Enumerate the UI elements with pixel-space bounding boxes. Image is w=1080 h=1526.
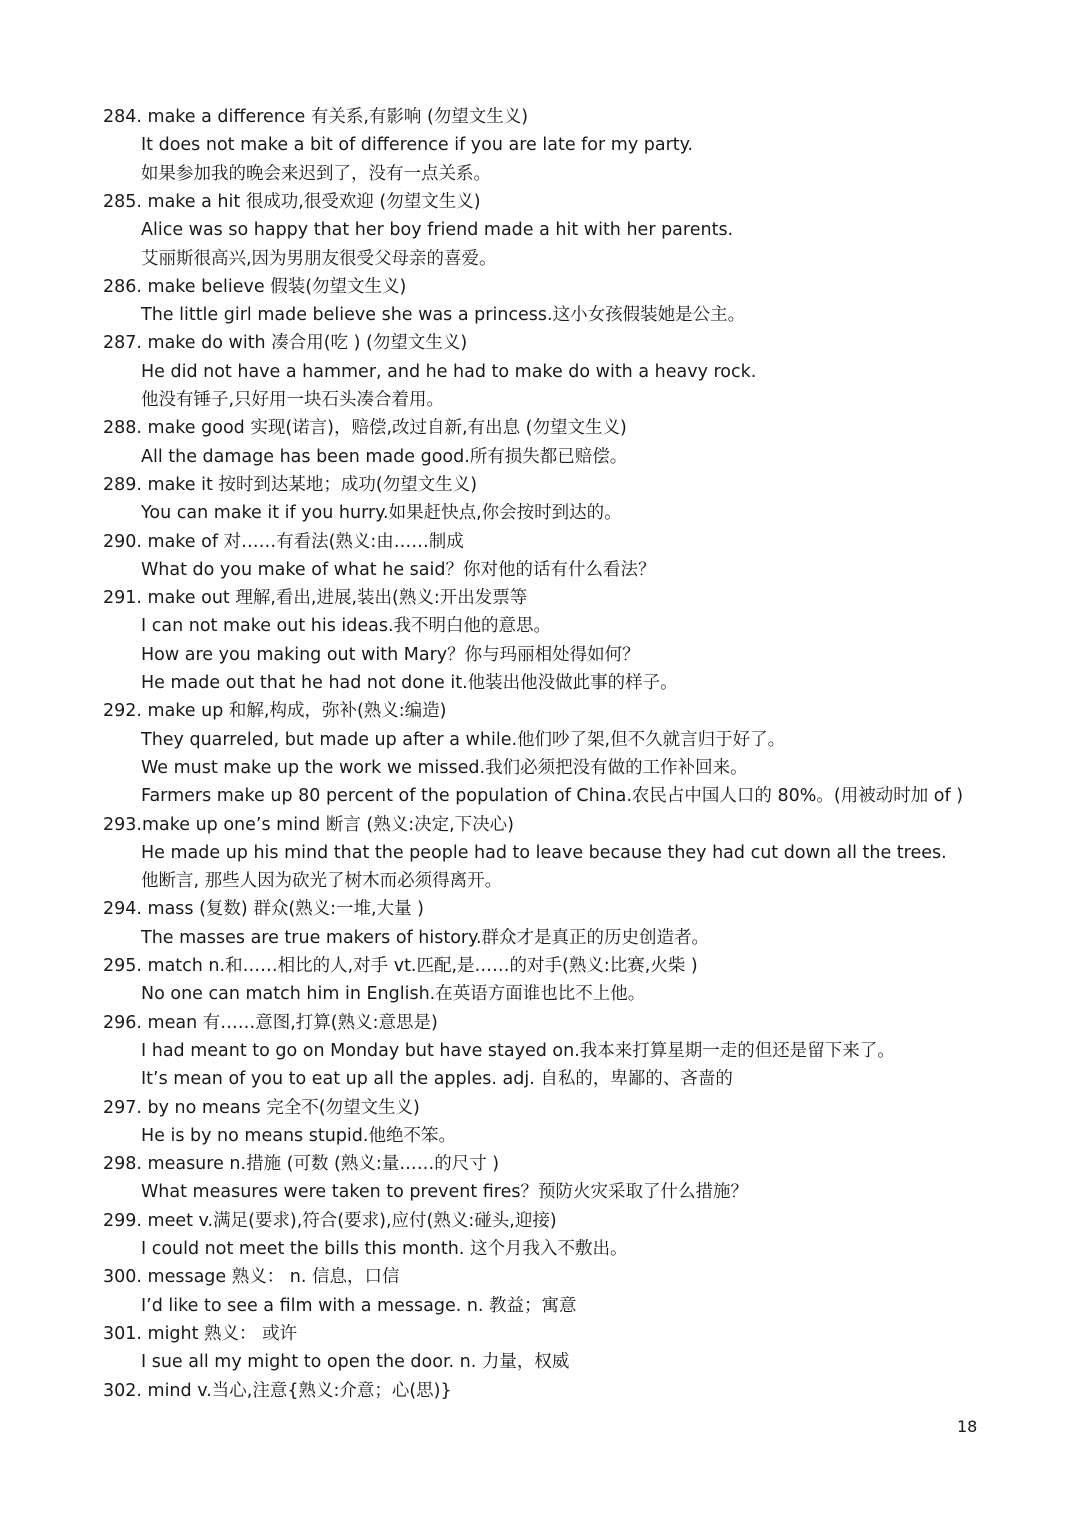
entry-heading: 287. make do with 凑合用(吃 ) (勿望文生义) — [103, 333, 468, 354]
entry-example: He made up his mind that the people had to leave because they had cut down all the trees. — [141, 842, 947, 863]
entry-example: The little girl made believe she was a princess.这小女孩假装她是公主。 — [141, 305, 746, 326]
entry-heading: 289. make it 按时到达某地；成功(勿望文生义) — [103, 474, 478, 495]
entry-heading: 301. might 熟义： 或许 — [103, 1323, 298, 1344]
entry-example: I can not make out his ideas.我不明白他的意思。 — [141, 616, 552, 637]
entry-heading: 298. measure n.措施 (可数 (熟义:量……的尺寸 ) — [103, 1154, 500, 1175]
entry-heading: 293.make up one’s mind 断言 (熟义:决定,下决心) — [103, 814, 514, 835]
entry-example: I’d like to see a film with a message. n. 教益；寓意 — [141, 1295, 577, 1316]
entry-heading: 291. make out 理解,看出,进展,装出(熟义:开出发票等 — [103, 588, 528, 609]
entry-heading: 292. make up 和解,构成，弥补(熟义:编造) — [103, 701, 447, 722]
entry-example: 他断言, 那些人因为砍光了树木而必须得离开。 — [141, 871, 503, 892]
entry-heading: 296. mean 有……意图,打算(熟义:意思是) — [103, 1012, 438, 1033]
entry-example: Farmers make up 80 percent of the population of China.农民占中国人口的 80%。(用被动时加 of ) — [141, 786, 964, 807]
entry-example: It’s mean of you to eat up all the apples. adj. 自私的，卑鄙的、吝啬的 — [141, 1069, 733, 1090]
entry-example: What do you make of what he said？你对他的话有什么看法？ — [141, 559, 656, 580]
entry-example: No one can match him in English.在英语方面谁也比不上他。 — [141, 984, 646, 1005]
entry-example: They quarreled, but made up after a while.他们吵了架,但不久就言归于好了。 — [141, 729, 786, 750]
entry-example: What measures were taken to prevent fires？预防火灾采取了什么措施？ — [141, 1182, 748, 1203]
entry-example: The masses are true makers of history.群众才是真正的历史创造者。 — [141, 927, 710, 948]
entry-example: It does not make a bit of difference if you are late for my party. — [141, 135, 694, 156]
entry-example: He made out that he had not done it.他装出他没做此事的样子。 — [141, 673, 678, 693]
entry-heading: 300. message 熟义： n. 信息，口信 — [103, 1267, 400, 1288]
entry-example: He did not have a hammer, and he had to make do with a heavy rock. — [141, 361, 757, 382]
entry-heading: 299. meet v.满足(要求),符合(要求),应付(熟义:碰头,迎接) — [103, 1210, 557, 1231]
entry-example: He is by no means stupid.他绝不笨。 — [141, 1125, 456, 1146]
entry-heading: 297. by no means 完全不(勿望文生义) — [103, 1097, 420, 1118]
entry-heading: 290. make of 对……有看法(熟义:由……制成 — [103, 531, 464, 552]
entry-example: I had meant to go on Monday but have stayed on.我本来打算星期一走的但还是留下来了。 — [141, 1040, 895, 1061]
entry-heading: 294. mass (复数) 群众(熟义:一堆,大量 ) — [103, 899, 424, 920]
entry-example: I could not meet the bills this month. 这个月我入不敷出。 — [141, 1239, 628, 1259]
entry-example: 艾丽斯很高兴,因为男朋友很受父母亲的喜爱。 — [141, 248, 497, 269]
entry-example: You can make it if you hurry.如果赶快点,你会按时到达的。 — [141, 503, 622, 524]
entry-heading: 284. make a difference 有关系,有影响 (勿望文生义) — [103, 107, 529, 127]
entry-heading: 285. make a hit 很成功,很受欢迎 (勿望文生义) — [103, 191, 481, 212]
entry-example: We must make up the work we missed.我们必须把没有做的工作补回来。 — [141, 757, 748, 778]
entry-heading: 295. match n.和……相比的人,对手 vt.匹配,是……的对手(熟义:比赛,火柴 ) — [103, 956, 698, 976]
entry-example: 他没有锤子,只好用一块石头凑合着用。 — [141, 390, 445, 410]
entry-example: How are you making out with Mary？你与玛丽相处得如何？ — [141, 644, 640, 665]
entry-heading: 302. mind v.当心,注意{熟义:介意；心(思)} — [103, 1380, 452, 1401]
entry-example: Alice was so happy that her boy friend made a hit with her parents. — [141, 220, 734, 241]
entry-example: All the damage has been made good.所有损失都已赔偿。 — [141, 446, 628, 467]
entry-example: I sue all my might to open the door. n. 力量，权威 — [141, 1352, 570, 1373]
entry-heading: 286. make believe 假装(勿望文生义) — [103, 276, 407, 297]
entry-example: 如果参加我的晚会来迟到了，没有一点关系。 — [141, 163, 491, 184]
page-number: 18 — [957, 1417, 978, 1436]
entry-heading: 288. make good 实现(诺言)，赔偿,改过自新,有出息 (勿望文生义) — [103, 418, 627, 439]
